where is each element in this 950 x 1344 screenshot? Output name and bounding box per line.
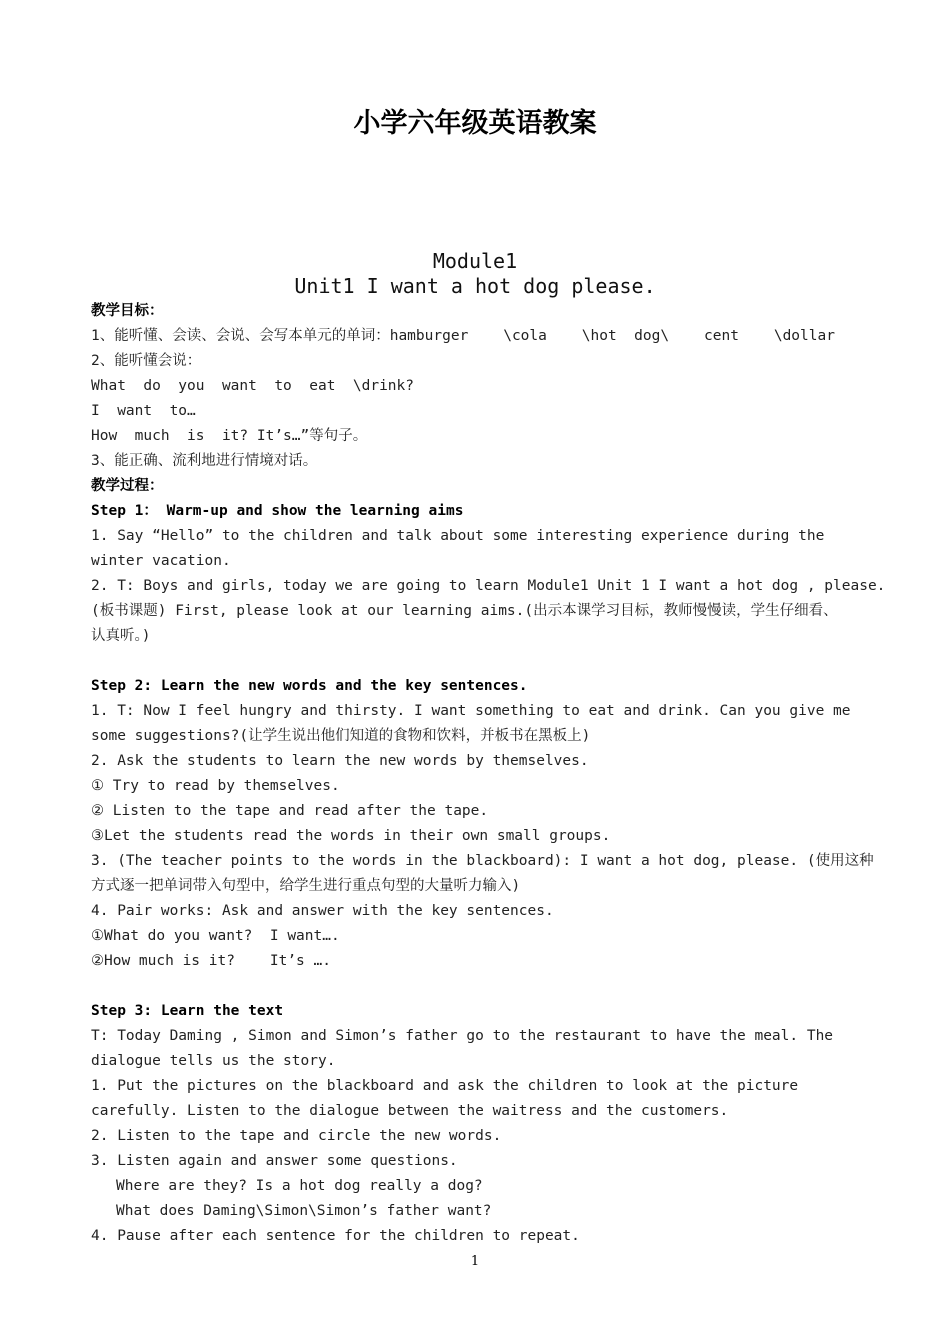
- aims-heading: 教学目标：: [91, 303, 164, 319]
- blank-line: [91, 974, 891, 999]
- step2-line: 方式逐一把单词带入句型中，给学生进行重点句型的大量听力输入): [91, 878, 521, 894]
- blank-line: [91, 649, 891, 674]
- step2-line: 1. T: Now I feel hungry and thirsty. I want something to eat and drink. Can you give me: [91, 703, 851, 719]
- lesson-body: [91, 299, 891, 1249]
- step1-heading: Step 1： Warm-up and show the learning aims: [91, 503, 464, 519]
- module-heading: Module1: [432, 249, 518, 273]
- step2-line: some suggestions?(让学生说出他们知道的食物和饮料，并板书在黑板上): [91, 728, 591, 744]
- aim-line: 3、能正确、流利地进行情境对话。: [91, 453, 318, 469]
- step2-line: ③Let the students read the words in their own small groups.: [91, 828, 611, 844]
- step3-question: Where are they? Is a hot dog really a dog?: [116, 1178, 483, 1194]
- page-number: 1: [470, 1254, 480, 1269]
- document-title: 小学六年级英语教案: [353, 108, 597, 139]
- aim-line: I want to…: [91, 403, 196, 419]
- step1-line: 2. T: Boys and girls, today we are going to learn Module1 Unit 1 I want a hot dog , please.: [91, 578, 886, 594]
- step3-heading: Step 3: Learn the text: [91, 1003, 284, 1019]
- step1-line: 认真听。): [91, 628, 151, 644]
- step2-heading: Step 2: Learn the new words and the key sentences.: [91, 678, 528, 694]
- process-heading: 教学过程：: [91, 478, 164, 494]
- step3-question: What does Daming\Simon\Simon’s father want?: [116, 1203, 492, 1219]
- aim-line: How much is it? It’s…”等句子。: [91, 428, 368, 444]
- step3-line: carefully. Listen to the dialogue between the waitress and the customers.: [91, 1103, 729, 1119]
- aim-line: 2、能听懂会说：: [91, 353, 202, 369]
- step3-line: 2. Listen to the tape and circle the new words.: [91, 1128, 502, 1144]
- step2-line: ① Try to read by themselves.: [91, 778, 340, 794]
- step3-line: 3. Listen again and answer some questions.: [91, 1153, 458, 1169]
- step1-line: winter vacation.: [91, 553, 231, 569]
- step2-line: 2. Ask the students to learn the new words by themselves.: [91, 753, 589, 769]
- step3-line: 4. Pause after each sentence for the children to repeat.: [91, 1228, 580, 1244]
- step2-line: 4. Pair works: Ask and answer with the key sentences.: [91, 903, 554, 919]
- step2-line: ② Listen to the tape and read after the tape.: [91, 803, 489, 819]
- step2-line: ②How much is it? It’s ….: [91, 953, 331, 969]
- step3-line: dialogue tells us the story.: [91, 1053, 336, 1069]
- step3-line: 1. Put the pictures on the blackboard and ask the children to look at the picture: [91, 1078, 799, 1094]
- step2-line: 3. (The teacher points to the words in the blackboard): I want a hot dog, please. (使用这种: [91, 853, 874, 869]
- step3-line: T: Today Daming , Simon and Simon’s father go to the restaurant to have the meal. The: [91, 1028, 834, 1044]
- aim-line: What do you want to eat \drink?: [91, 378, 415, 394]
- step1-line: (板书课题) First, please look at our learning aims.(出示本课学习目标，教师慢慢读，学生仔细看、: [91, 603, 838, 619]
- step2-line: ①What do you want? I want….: [91, 928, 340, 944]
- step1-line: 1. Say “Hello” to the children and talk about some interesting experience during the: [91, 528, 825, 544]
- aim-line: 1、能听懂、会读、会说、会写本单元的单词：hamburger \cola \hot dog\ cent \dollar: [91, 328, 835, 344]
- unit-heading: Unit1 I want a hot dog please.: [294, 274, 656, 298]
